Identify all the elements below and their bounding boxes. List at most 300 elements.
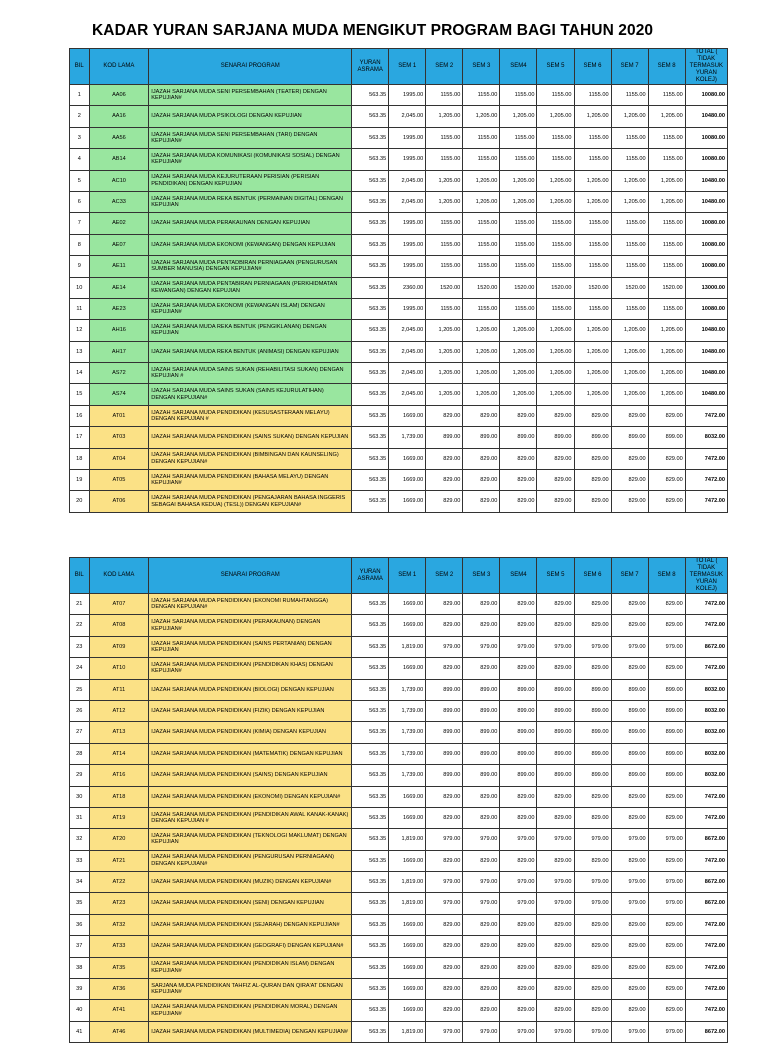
cell-sem6: 979.00 (574, 893, 611, 914)
cell-sem1: 1995.00 (389, 127, 426, 148)
cell-sem7: 899.00 (611, 700, 648, 721)
table-row (70, 1000, 728, 1021)
cell-sem6: 1155.00 (574, 298, 611, 319)
cell-kod: AT16 (89, 765, 149, 786)
cell-sem3: 979.00 (463, 636, 500, 657)
cell-kod: AT23 (89, 893, 149, 914)
cell-sem8: 829.00 (648, 405, 685, 426)
cell-sem4: 829.00 (500, 470, 537, 491)
cell-program: IJAZAH SARJANA MUDA PENDIDIKAN (PENGURUSAN PERNIAGAAN) DENGAN KEPUJIAN# (149, 850, 352, 871)
cell-sem7: 979.00 (611, 893, 648, 914)
cell-total: 10080.00 (685, 298, 727, 319)
cell-kod: AT20 (89, 829, 149, 850)
cell-kod: AT06 (89, 491, 149, 512)
cell-sem5: 899.00 (537, 722, 574, 743)
cell-sem3: 899.00 (463, 743, 500, 764)
cell-program: IJAZAH SARJANA MUDA PENDIDIKAN (PENDIDIKAN ISLAM) DENGAN KEPUJIAN# (149, 957, 352, 978)
cell-bil: 27 (70, 722, 90, 743)
cell-sem3: 1,205.00 (463, 384, 500, 405)
cell-sem4: 1,205.00 (500, 320, 537, 341)
cell-sem5: 829.00 (537, 658, 574, 679)
cell-program: IJAZAH SARJANA MUDA PENDIDIKAN (SAINS PERTANIAN) DENGAN KEPUJIAN (149, 636, 352, 657)
cell-sem1: 1669.00 (389, 807, 426, 828)
cell-sem4: 979.00 (500, 829, 537, 850)
table-row (70, 893, 728, 914)
cell-sem7: 829.00 (611, 807, 648, 828)
fee-table-1 (69, 48, 728, 513)
table-row (70, 658, 728, 679)
cell-sem3: 829.00 (463, 448, 500, 469)
cell-sem5: 1155.00 (537, 213, 574, 234)
header-program: SENARAI PROGRAM (149, 49, 352, 85)
cell-kod: AT03 (89, 427, 149, 448)
header-sem7: SEM 7 (611, 49, 648, 85)
cell-program: SARJANA MUDA PENDIDIKAN TAHFIZ AL-QURAN DAN QIRA'AT DENGAN KEPUJIAN# (149, 979, 352, 1000)
cell-sem4: 1155.00 (500, 127, 537, 148)
cell-sem5: 829.00 (537, 470, 574, 491)
cell-sem1: 1,739.00 (389, 765, 426, 786)
cell-asrama: 563.35 (352, 658, 389, 679)
cell-sem5: 829.00 (537, 850, 574, 871)
table-row (70, 191, 728, 212)
cell-sem6: 979.00 (574, 872, 611, 893)
table-row (70, 170, 728, 191)
cell-program: IJAZAH SARJANA MUDA SAINS SUKAN (SAINS KEJURULATIHAN) DENGAN KEPUJIAN# (149, 384, 352, 405)
cell-sem1: 1995.00 (389, 213, 426, 234)
cell-sem5: 1,205.00 (537, 384, 574, 405)
cell-sem8: 829.00 (648, 491, 685, 512)
cell-sem2: 1155.00 (426, 85, 463, 106)
cell-sem5: 1520.00 (537, 277, 574, 298)
cell-kod: AT18 (89, 786, 149, 807)
cell-asrama: 563.35 (352, 765, 389, 786)
cell-kod: AB14 (89, 149, 149, 170)
cell-sem8: 899.00 (648, 765, 685, 786)
cell-sem3: 1,205.00 (463, 170, 500, 191)
cell-sem8: 899.00 (648, 743, 685, 764)
cell-program: IJAZAH SARJANA MUDA PENDIDIKAN (MUZIK) DENGAN KEPUJIAN# (149, 872, 352, 893)
cell-sem2: 1155.00 (426, 149, 463, 170)
cell-sem7: 899.00 (611, 722, 648, 743)
cell-sem7: 829.00 (611, 615, 648, 636)
cell-asrama: 563.35 (352, 170, 389, 191)
cell-sem4: 829.00 (500, 658, 537, 679)
cell-sem1: 1995.00 (389, 85, 426, 106)
cell-sem4: 1155.00 (500, 213, 537, 234)
cell-sem7: 1155.00 (611, 213, 648, 234)
cell-sem2: 1520.00 (426, 277, 463, 298)
cell-asrama: 563.35 (352, 1000, 389, 1021)
cell-program: IJAZAH SARJANA MUDA SAINS SUKAN (REHABILITASI SUKAN) DENGAN KEPUJIAN # (149, 363, 352, 384)
cell-bil: 26 (70, 700, 90, 721)
cell-program: IJAZAH SARJANA MUDA REKA BENTUK (PERMAINAN DIGITAL) DENGAN KEPUJIAN (149, 191, 352, 212)
cell-sem2: 1,205.00 (426, 191, 463, 212)
cell-sem2: 1155.00 (426, 256, 463, 277)
cell-program: IJAZAH SARJANA MUDA PENDIDIKAN (PENDIDIKAN KHAS) DENGAN KEPUJIAN# (149, 658, 352, 679)
cell-asrama: 563.35 (352, 85, 389, 106)
cell-sem5: 829.00 (537, 491, 574, 512)
cell-sem1: 1995.00 (389, 298, 426, 319)
cell-sem1: 2,045.00 (389, 363, 426, 384)
cell-sem3: 979.00 (463, 893, 500, 914)
cell-sem7: 1,205.00 (611, 320, 648, 341)
cell-total: 7472.00 (685, 850, 727, 871)
cell-sem6: 979.00 (574, 1021, 611, 1042)
cell-sem3: 1155.00 (463, 149, 500, 170)
table-row (70, 786, 728, 807)
cell-sem6: 1,205.00 (574, 106, 611, 127)
cell-sem6: 829.00 (574, 658, 611, 679)
cell-sem2: 829.00 (426, 914, 463, 935)
cell-sem1: 1669.00 (389, 914, 426, 935)
cell-asrama: 563.35 (352, 786, 389, 807)
cell-sem1: 1669.00 (389, 470, 426, 491)
table-row (70, 277, 728, 298)
cell-program: IJAZAH SARJANA MUDA PENDIDIKAN (SAINS) DENGAN KEPUJIAN (149, 765, 352, 786)
cell-sem1: 1669.00 (389, 936, 426, 957)
cell-program: IJAZAH SARJANA MUDA PSIKOLOGI DENGAN KEPUJIAN (149, 106, 352, 127)
cell-sem5: 979.00 (537, 872, 574, 893)
cell-sem7: 1155.00 (611, 85, 648, 106)
cell-program: IJAZAH SARJANA MUDA PENTADBIRAN PERNIAGAAN (PENGURUSAN SUMBER MANUSIA) DENGAN KEPUJIAN# (149, 256, 352, 277)
cell-asrama: 563.35 (352, 149, 389, 170)
cell-sem7: 1,205.00 (611, 106, 648, 127)
cell-sem4: 1,205.00 (500, 106, 537, 127)
cell-sem4: 1155.00 (500, 85, 537, 106)
cell-sem6: 899.00 (574, 679, 611, 700)
cell-sem6: 829.00 (574, 1000, 611, 1021)
cell-total: 10080.00 (685, 149, 727, 170)
cell-kod: AT36 (89, 979, 149, 1000)
cell-sem8: 1155.00 (648, 298, 685, 319)
cell-kod: AT35 (89, 957, 149, 978)
cell-sem6: 829.00 (574, 957, 611, 978)
cell-program: IJAZAH SARJANA MUDA PENDIDIKAN (SEJARAH) DENGAN KEPUJIAN# (149, 914, 352, 935)
header-sem4: SEM4 (500, 49, 537, 85)
cell-asrama: 563.35 (352, 807, 389, 828)
cell-sem8: 829.00 (648, 979, 685, 1000)
cell-sem5: 1155.00 (537, 149, 574, 170)
table-row (70, 448, 728, 469)
cell-kod: AE23 (89, 298, 149, 319)
cell-sem8: 899.00 (648, 722, 685, 743)
cell-sem6: 1,205.00 (574, 170, 611, 191)
header-bil: BIL (70, 558, 90, 594)
cell-sem4: 829.00 (500, 491, 537, 512)
cell-bil: 16 (70, 405, 90, 426)
cell-program: IJAZAH SARJANA MUDA SENI PERSEMBAHAN (TARI) DENGAN KEPUJIAN# (149, 127, 352, 148)
cell-bil: 3 (70, 127, 90, 148)
cell-sem2: 829.00 (426, 936, 463, 957)
cell-sem6: 1,205.00 (574, 384, 611, 405)
cell-asrama: 563.35 (352, 427, 389, 448)
cell-asrama: 563.35 (352, 850, 389, 871)
cell-total: 13000.00 (685, 277, 727, 298)
cell-sem7: 829.00 (611, 405, 648, 426)
cell-sem8: 829.00 (648, 1000, 685, 1021)
cell-sem2: 829.00 (426, 448, 463, 469)
cell-asrama: 563.35 (352, 405, 389, 426)
cell-asrama: 563.35 (352, 979, 389, 1000)
cell-total: 10480.00 (685, 341, 727, 362)
cell-kod: AT21 (89, 850, 149, 871)
cell-sem1: 2,045.00 (389, 320, 426, 341)
cell-total: 7472.00 (685, 448, 727, 469)
cell-sem8: 899.00 (648, 427, 685, 448)
cell-sem3: 829.00 (463, 807, 500, 828)
table-row (70, 594, 728, 615)
cell-sem2: 979.00 (426, 636, 463, 657)
cell-bil: 22 (70, 615, 90, 636)
cell-total: 8032.00 (685, 427, 727, 448)
cell-asrama: 563.35 (352, 872, 389, 893)
cell-sem5: 1155.00 (537, 85, 574, 106)
cell-program: IJAZAH SARJANA MUDA EKONOMI (KEWANGAN ISLAM) DENGAN KEPUJIAN# (149, 298, 352, 319)
cell-kod: AA06 (89, 85, 149, 106)
cell-sem7: 1,205.00 (611, 170, 648, 191)
cell-sem3: 829.00 (463, 491, 500, 512)
cell-sem4: 899.00 (500, 700, 537, 721)
cell-kod: AT04 (89, 448, 149, 469)
cell-sem6: 829.00 (574, 914, 611, 935)
cell-asrama: 563.35 (352, 234, 389, 255)
cell-sem4: 1,205.00 (500, 384, 537, 405)
cell-asrama: 563.35 (352, 191, 389, 212)
cell-sem8: 829.00 (648, 615, 685, 636)
cell-sem7: 829.00 (611, 594, 648, 615)
cell-sem5: 1155.00 (537, 234, 574, 255)
cell-sem6: 1,205.00 (574, 341, 611, 362)
cell-sem3: 1155.00 (463, 85, 500, 106)
cell-asrama: 563.35 (352, 1021, 389, 1042)
table-row (70, 979, 728, 1000)
cell-sem4: 899.00 (500, 427, 537, 448)
cell-asrama: 563.35 (352, 914, 389, 935)
cell-sem6: 829.00 (574, 807, 611, 828)
cell-total: 8672.00 (685, 1021, 727, 1042)
cell-sem7: 829.00 (611, 957, 648, 978)
cell-sem6: 1155.00 (574, 213, 611, 234)
cell-sem8: 1155.00 (648, 234, 685, 255)
cell-sem1: 1669.00 (389, 405, 426, 426)
cell-bil: 25 (70, 679, 90, 700)
cell-sem7: 829.00 (611, 850, 648, 871)
cell-sem3: 829.00 (463, 850, 500, 871)
cell-bil: 41 (70, 1021, 90, 1042)
cell-sem5: 979.00 (537, 636, 574, 657)
cell-kod: AT05 (89, 470, 149, 491)
cell-sem1: 2,045.00 (389, 384, 426, 405)
cell-bil: 38 (70, 957, 90, 978)
header-sem4: SEM4 (500, 558, 537, 594)
cell-total: 10080.00 (685, 256, 727, 277)
cell-program: IJAZAH SARJANA MUDA PENDIDIKAN (EKONOMI RUMAHTANGGA) DENGAN KEPUJIAN# (149, 594, 352, 615)
cell-sem4: 829.00 (500, 1000, 537, 1021)
cell-sem5: 979.00 (537, 1021, 574, 1042)
cell-program: IJAZAH SARJANA MUDA PENDIDIKAN (EKONOMI) DENGAN KEPUJIAN# (149, 786, 352, 807)
cell-sem1: 1669.00 (389, 957, 426, 978)
table-row (70, 234, 728, 255)
cell-kod: AC33 (89, 191, 149, 212)
cell-sem6: 1520.00 (574, 277, 611, 298)
cell-sem7: 829.00 (611, 470, 648, 491)
cell-kod: AT41 (89, 1000, 149, 1021)
cell-bil: 17 (70, 427, 90, 448)
cell-sem7: 979.00 (611, 636, 648, 657)
cell-sem8: 1155.00 (648, 85, 685, 106)
cell-sem6: 829.00 (574, 850, 611, 871)
cell-sem1: 1669.00 (389, 658, 426, 679)
cell-sem5: 829.00 (537, 936, 574, 957)
table-row (70, 700, 728, 721)
cell-sem7: 829.00 (611, 936, 648, 957)
cell-program: IJAZAH SARJANA MUDA PENDIDIKAN (KESUSASTERAAN MELAYU) DENGAN KEPUJIAN # (149, 405, 352, 426)
cell-sem7: 899.00 (611, 679, 648, 700)
cell-asrama: 563.35 (352, 384, 389, 405)
cell-sem7: 829.00 (611, 979, 648, 1000)
cell-program: IJAZAH SARJANA MUDA PENDIDIKAN (PENGAJARAN BAHASA INGGERIS SEBAGAI BAHASA KEDUA) (TESL)) DENGAN KEPUJIAN# (149, 491, 352, 512)
cell-total: 7472.00 (685, 594, 727, 615)
cell-sem6: 899.00 (574, 700, 611, 721)
cell-sem2: 1,205.00 (426, 363, 463, 384)
table-row (70, 914, 728, 935)
cell-sem8: 979.00 (648, 893, 685, 914)
cell-sem5: 829.00 (537, 615, 574, 636)
cell-bil: 23 (70, 636, 90, 657)
cell-sem2: 899.00 (426, 679, 463, 700)
table-row (70, 957, 728, 978)
cell-sem2: 829.00 (426, 786, 463, 807)
header-kod: KOD LAMA (89, 558, 149, 594)
cell-sem1: 1669.00 (389, 1000, 426, 1021)
cell-sem3: 1,205.00 (463, 363, 500, 384)
cell-sem6: 1155.00 (574, 149, 611, 170)
cell-sem1: 1,819.00 (389, 829, 426, 850)
cell-sem2: 1,205.00 (426, 106, 463, 127)
table-header-row (70, 49, 728, 85)
cell-sem8: 829.00 (648, 594, 685, 615)
cell-asrama: 563.35 (352, 936, 389, 957)
cell-sem8: 1155.00 (648, 127, 685, 148)
cell-sem5: 1155.00 (537, 298, 574, 319)
cell-sem1: 2,045.00 (389, 106, 426, 127)
cell-sem8: 979.00 (648, 872, 685, 893)
cell-sem8: 899.00 (648, 679, 685, 700)
cell-sem4: 899.00 (500, 743, 537, 764)
cell-sem6: 829.00 (574, 979, 611, 1000)
cell-sem2: 979.00 (426, 829, 463, 850)
cell-sem1: 1,739.00 (389, 427, 426, 448)
cell-bil: 14 (70, 363, 90, 384)
cell-sem7: 1,205.00 (611, 384, 648, 405)
header-sem8: SEM 8 (648, 49, 685, 85)
table-row (70, 384, 728, 405)
cell-sem4: 899.00 (500, 765, 537, 786)
cell-bil: 18 (70, 448, 90, 469)
cell-sem4: 829.00 (500, 936, 537, 957)
cell-sem6: 829.00 (574, 786, 611, 807)
cell-sem4: 979.00 (500, 1021, 537, 1042)
cell-sem6: 979.00 (574, 636, 611, 657)
cell-bil: 13 (70, 341, 90, 362)
cell-total: 10080.00 (685, 127, 727, 148)
cell-sem5: 899.00 (537, 743, 574, 764)
cell-sem1: 2,045.00 (389, 341, 426, 362)
cell-total: 7472.00 (685, 405, 727, 426)
cell-total: 10480.00 (685, 363, 727, 384)
header-asrama: YURAN ASRAMA (352, 558, 389, 594)
cell-bil: 11 (70, 298, 90, 319)
cell-bil: 24 (70, 658, 90, 679)
cell-sem1: 1669.00 (389, 979, 426, 1000)
cell-sem7: 829.00 (611, 491, 648, 512)
cell-sem8: 979.00 (648, 636, 685, 657)
cell-sem6: 1,205.00 (574, 320, 611, 341)
page-title: KADAR YURAN SARJANA MUDA MENGIKUT PROGRAM BAGI TAHUN 2020 (92, 22, 654, 39)
header-kod: KOD LAMA (89, 49, 149, 85)
cell-program: IJAZAH SARJANA MUDA PENDIDIKAN (PENDIDIKAN AWAL KANAK-KANAK) DENGAN KEPUJIAN # (149, 807, 352, 828)
cell-sem7: 829.00 (611, 448, 648, 469)
cell-sem7: 829.00 (611, 1000, 648, 1021)
cell-sem3: 829.00 (463, 405, 500, 426)
cell-bil: 29 (70, 765, 90, 786)
cell-bil: 34 (70, 872, 90, 893)
cell-total: 7472.00 (685, 658, 727, 679)
cell-sem4: 829.00 (500, 405, 537, 426)
cell-total: 7472.00 (685, 470, 727, 491)
cell-sem1: 2360.00 (389, 277, 426, 298)
cell-kod: AT33 (89, 936, 149, 957)
cell-sem5: 829.00 (537, 786, 574, 807)
cell-program: IJAZAH SARJANA MUDA KEJURUTERAAN PERISIAN (PERISIAN PENDIDIKAN) DENGAN KEPUJIAN (149, 170, 352, 191)
cell-sem3: 829.00 (463, 470, 500, 491)
cell-sem2: 829.00 (426, 1000, 463, 1021)
header-sem3: SEM 3 (463, 558, 500, 594)
cell-asrama: 563.35 (352, 700, 389, 721)
cell-sem2: 829.00 (426, 850, 463, 871)
table-header-row (70, 558, 728, 594)
cell-sem4: 979.00 (500, 636, 537, 657)
cell-bil: 20 (70, 491, 90, 512)
cell-sem8: 1,205.00 (648, 363, 685, 384)
cell-sem3: 829.00 (463, 594, 500, 615)
cell-sem8: 1,205.00 (648, 320, 685, 341)
cell-sem1: 1,739.00 (389, 700, 426, 721)
cell-sem1: 1995.00 (389, 256, 426, 277)
cell-sem6: 829.00 (574, 936, 611, 957)
cell-sem2: 979.00 (426, 893, 463, 914)
cell-total: 8672.00 (685, 829, 727, 850)
cell-sem4: 979.00 (500, 893, 537, 914)
cell-asrama: 563.35 (352, 893, 389, 914)
cell-kod: AH17 (89, 341, 149, 362)
cell-bil: 21 (70, 594, 90, 615)
table-row (70, 213, 728, 234)
cell-program: IJAZAH SARJANA MUDA EKONOMI (KEWANGAN) DENGAN KEPUJIAN (149, 234, 352, 255)
cell-sem1: 1669.00 (389, 448, 426, 469)
cell-bil: 15 (70, 384, 90, 405)
cell-sem5: 899.00 (537, 765, 574, 786)
cell-sem5: 829.00 (537, 979, 574, 1000)
cell-sem6: 829.00 (574, 615, 611, 636)
cell-sem3: 1,205.00 (463, 341, 500, 362)
cell-sem3: 1,205.00 (463, 320, 500, 341)
table-row (70, 1021, 728, 1042)
cell-asrama: 563.35 (352, 594, 389, 615)
cell-sem8: 829.00 (648, 850, 685, 871)
table-body (70, 85, 728, 513)
cell-kod: AC10 (89, 170, 149, 191)
